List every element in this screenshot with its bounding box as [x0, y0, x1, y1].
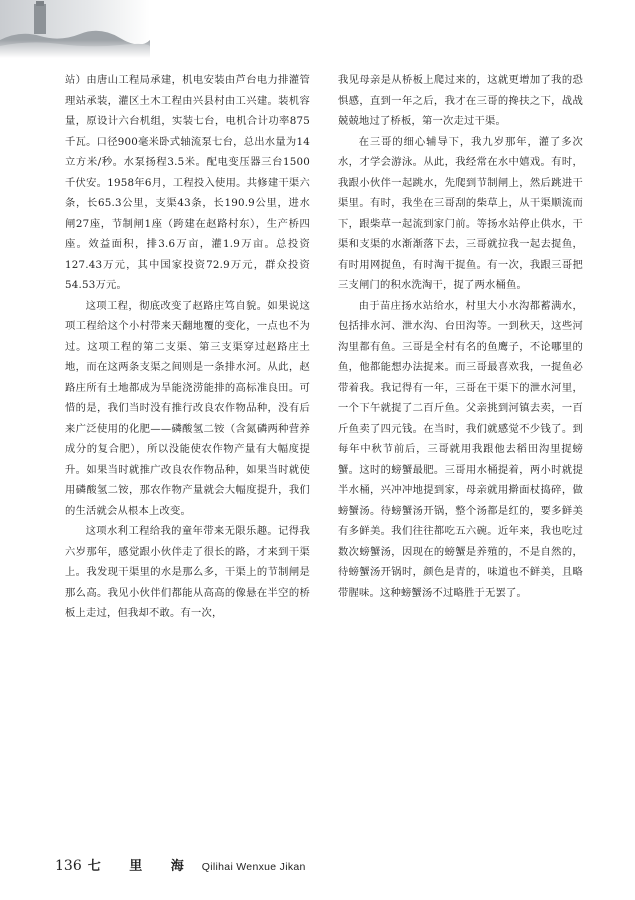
page-footer	[55, 855, 306, 874]
paragraph: 站）由唐山工程局承建，机电安装由芦台电力排灌管理站承装，灌区土木工程由兴县村由工兴建。装机容量，原设计六台机组，实装七台，电机合计功率875千瓦。口径900毫米卧式轴流泵七台，总出水量为14立方米/秒。水泵扬程3.5米。配电变压器三台1500千伏安。1958年6月，工程投入使用。共修建干渠六条，长65.3公里，支渠43条，长190.9公里，进水闸27座，节制闸1座（跨建在赵路村东），生产桥四座。效益面积，排3.6万亩，灌1.9万亩。总投资127.43万元，其中国家投资72.9万元，群众投资54.53万元。	[65, 74, 310, 291]
paragraph: 这项工程，彻底改变了赵路庄笃自貌。如果说这项工程给这个小村带来天翻地覆的变化，一点也不为过。这项工程的第二支渠、第三支渠穿过赵路庄土地，而在这两条支渠之间则是一条排水河。从此，赵路庄所有土地都成为旱能浇涝能排的高标准良田。可惜的是，我们当时没有推行改良农作物品种，没有后来广泛使用的化肥——磷酸氢二铵（含氮磷两种营养成分的复合肥），所以没能使农作物产量有大幅度提升。如果当时就推广改良农作物品种，如果当时就使用磷酸氢二铵，那农作物产量就会大幅度提升，我们的生活就会从根本上改变。	[65, 299, 310, 517]
header-photo	[0, 0, 150, 58]
landscape-image	[0, 0, 150, 58]
magazine-title-en: Qilihai Wenxue Jikan	[201, 861, 306, 873]
paragraph: 在三哥的细心辅导下，我九岁那年，灌了多次水，才学会游泳。从此，我经常在水中嬉戏。有时，我跟小伙伴一起跳水，先爬到节制闸上，然后跳进干渠里。有时，我坐在三哥刮的柴草上，从干渠顺流而下，跟柴草一起流到家门前。等扬水站停止供水，干渠和支渠的水渐渐落下去，三哥就拉我一起去捉鱼，有时用网捉鱼，有时淘干捉鱼。有一次，我跟三哥把三支闸门的积水洗淘干，捉了两水桶鱼。	[338, 135, 583, 291]
right-column	[338, 70, 583, 603]
left-column	[65, 70, 310, 624]
paragraph: 这项水利工程给我的童年带来无限乐趣。记得我六岁那年，感觉跟小伙伴走了很长的路，才来到干渠上。我发现干渠里的水是那么多，干渠上的节制闸是那么高。我见小伙伴们都能从高高的像悬在半空的桥板上走过，但我却不敢。有一次，	[65, 525, 310, 619]
paragraph: 我见母亲是从桥板上爬过来的，这就更增加了我的恐惧感，直到一年之后，我才在三哥的搀扶之下，战战兢兢地过了桥板，第一次走过干渠。	[338, 74, 583, 127]
magazine-title-cn: 七 里 海	[87, 859, 196, 874]
page-number: 136	[55, 858, 82, 874]
paragraph: 由于苗庄扬水站给水，村里大小水沟都蓄满水，包括排水河、泄水沟、台田沟等。一到秋天，这些河沟里都有鱼。三哥是全村有名的鱼鹰子，不论哪里的鱼，他都能想办法捉来。而三哥最喜欢我，一捉鱼必带着我。我记得有一年，三哥在干渠下的泄水河里，一个下午就捉了二百斤鱼。父亲挑到河镇去卖，一百斤鱼卖了四元钱。在当时，我们就感觉不少钱了。到每年中秋节前后，三哥就用我跟他去稻田沟里捉螃蟹。这时的螃蟹最肥。三哥用水桶提着，两小时就提半水桶，兴冲冲地提到家，母亲就用擀面杖捣碎，做螃蟹汤。待螃蟹汤开锅，整个汤都是红的，要多鲜美有多鲜美。我们往往都吃五六碗。近年来，我也吃过数次螃蟹汤，因现在的螃蟹是养殖的，不是自然的，待螃蟹汤开锅时，颜色是青的，味道也不鲜美，且略带腥味。这种螃蟹汤不过略胜于无罢了。	[338, 299, 583, 599]
